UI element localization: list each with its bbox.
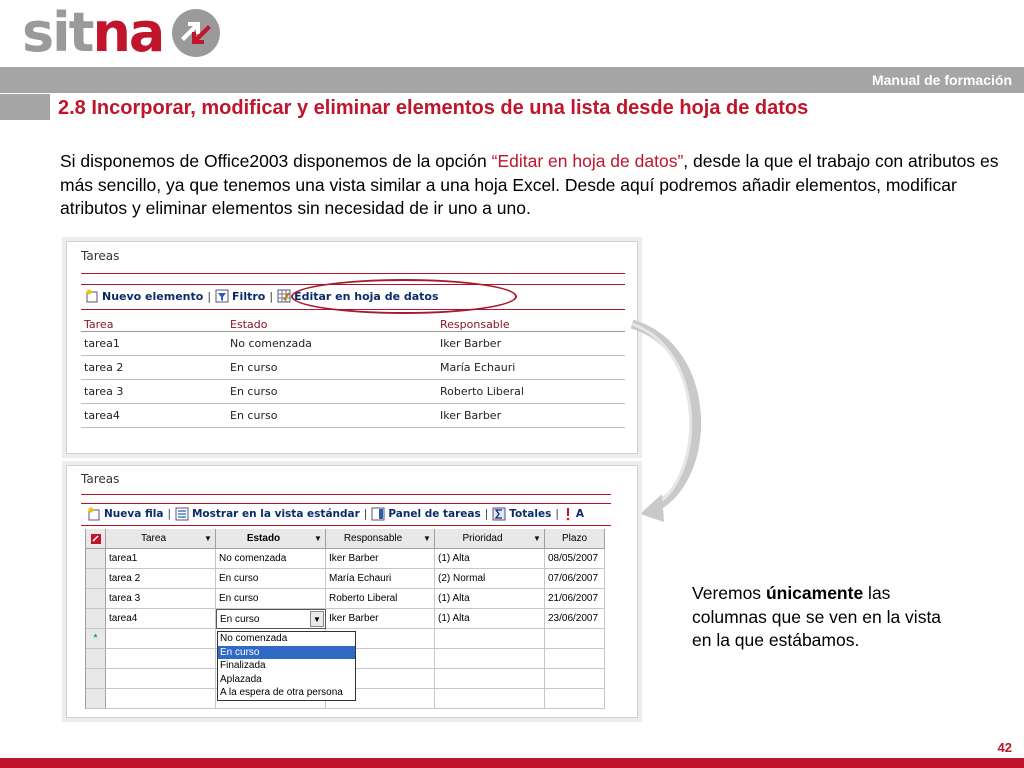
list-title: Tareas [81,249,120,263]
title-marker [0,94,50,120]
note-emphasis: únicamente [765,583,864,603]
cell-dropdown-icon[interactable]: ▼ [310,611,324,627]
cell-prioridad[interactable]: (1) Alta [435,589,545,609]
logo-text-sit: sit [22,1,93,64]
sum-icon [492,507,506,521]
column-header-tarea[interactable]: Tarea [84,318,114,331]
alert-icon [563,507,573,521]
task-name[interactable]: tarea4 [84,409,120,422]
empty-cell[interactable] [106,629,216,649]
empty-cell [545,689,605,709]
empty-cell [545,649,605,669]
row-selector [86,689,106,709]
filter-dropdown-icon[interactable]: ▼ [314,534,322,543]
list-item[interactable] [81,404,625,428]
column-header-prioridad[interactable] [435,529,545,549]
filter-dropdown-icon[interactable]: ▼ [423,534,431,543]
empty-cell [435,669,545,689]
more-toolbar-button[interactable] [563,507,584,521]
dropdown-option[interactable]: Aplazada [220,673,262,685]
new-row-icon [87,507,101,521]
totals-label: Totales [509,508,552,520]
page-title: 2.8 Incorporar, modificar y eliminar elementos de una lista desde hoja de datos [58,97,809,119]
logo-text-na: na [92,1,164,64]
grid-header-row [86,529,605,549]
toolbar-separator: | [269,289,274,303]
task-status: En curso [230,361,278,374]
footer-band [0,758,1024,768]
cell-plazo[interactable]: 07/06/2007 [545,569,605,589]
show-standard-view-label: Mostrar en la vista estándar [191,508,360,520]
table-row[interactable] [86,589,605,609]
toolbar-separator: | [484,508,489,520]
task-owner: María Echauri [440,361,516,374]
column-header-responsable[interactable] [326,529,435,549]
cell-plazo[interactable]: 23/06/2007 [545,609,605,629]
column-header-responsable[interactable]: Responsable [440,318,510,331]
note-paragraph [692,582,952,653]
note-text-before: Veremos [692,583,766,603]
note-text-after: las columnas que se ven en la vista en la que estábamos. [692,583,942,650]
new-row-marker[interactable]: * [86,629,106,649]
cell-responsable[interactable]: Roberto Liberal [326,589,435,609]
cell-prioridad[interactable]: (1) Alta [435,609,545,629]
cell-estado[interactable]: En curso [216,589,326,609]
task-owner: Roberto Liberal [440,385,524,398]
row-selector[interactable] [86,589,106,609]
empty-cell [435,649,545,669]
intro-text-after: , desde la que el trabajo con atributos es más sencillo, ya que tenemos una vista similar a una hoja Excel. Desde aquí podremos añadir elementos, modificar atributos y eliminar elementos sin necesidad de ir uno a uno. [60,151,999,218]
intro-text-before: Si disponemos de Office2003 disponemos de la opción [60,151,492,171]
table-row[interactable] [86,609,605,629]
cell-prioridad[interactable]: (2) Normal [435,569,545,589]
header-label: Manual de formación [871,72,1012,88]
toolbar-separator: | [555,508,559,520]
edit-datasheet-label: Editar en hoja de datos [294,289,439,303]
task-owner: Iker Barber [440,337,502,350]
toolbar-separator: | [207,289,212,303]
dropdown-option[interactable]: A la espera de otra persona [220,687,343,698]
cell-plazo[interactable]: 08/05/2007 [545,549,605,569]
standard-view-icon [175,507,189,521]
new-item-button[interactable] [85,289,203,303]
task-name[interactable]: tarea 2 [84,361,124,374]
list-item[interactable] [81,380,625,404]
dropdown-option[interactable]: No comenzada [220,633,288,644]
column-header-tarea-label: Tarea [140,533,166,544]
column-header-estado-label: Estado [246,533,281,544]
column-header-prioridad-label: Prioridad [462,533,503,544]
empty-cell [106,689,216,709]
row-selector [86,669,106,689]
new-row-label: Nueva fila [104,508,164,520]
row-selector[interactable] [86,569,106,589]
intro-quote: “Editar en hoja de datos” [491,151,684,171]
new-row-button[interactable] [87,507,163,521]
task-name[interactable]: tarea 3 [84,385,124,398]
task-status: En curso [230,385,278,398]
new-item-icon [85,289,99,303]
table-row[interactable] [86,569,605,589]
title-divider [81,494,611,495]
row-selector[interactable] [86,549,106,569]
show-standard-view-button[interactable] [175,507,360,521]
cell-responsable[interactable]: María Echauri [326,569,435,589]
task-pane-label: Panel de tareas [388,508,481,520]
filter-dropdown-icon[interactable]: ▼ [533,534,541,543]
logo-arrows-icon [171,8,221,58]
filter-icon [215,289,229,303]
new-item-label: Nuevo elemento [102,289,204,303]
table-row[interactable] [86,549,605,569]
totals-button[interactable] [492,507,551,521]
column-header-plazo-label: Plazo [561,533,587,544]
datasheet-icon [277,289,291,303]
list-item[interactable] [81,356,625,380]
empty-cell [435,689,545,709]
toolbar-separator: | [363,508,368,520]
header-band [0,67,1024,93]
standard-list [81,318,625,428]
row-selector [86,649,106,669]
intro-paragraph [60,150,1000,221]
filter-label: Filtro [232,289,266,303]
task-status: No comenzada [230,337,312,350]
empty-cell [545,669,605,689]
cell-responsable[interactable]: Iker Barber [326,609,435,629]
filter-button[interactable] [215,289,265,303]
title-divider [81,273,625,274]
sitna-logo [22,1,221,64]
empty-cell[interactable] [545,629,605,649]
column-header-estado[interactable] [216,529,326,549]
empty-cell [106,649,216,669]
highlight-ellipse [291,279,517,314]
task-name[interactable]: tarea1 [84,337,120,350]
page-number: 42 [997,740,1012,755]
cell-tarea[interactable]: tarea4 [106,609,216,629]
cell-estado-editing[interactable] [216,609,326,629]
column-header-responsable-label: Responsable [343,533,403,544]
datasheet-toolbar [87,507,584,521]
column-header-estado[interactable]: Estado [230,318,268,331]
cell-plazo[interactable]: 21/06/2007 [545,589,605,609]
cell-estado[interactable]: No comenzada [216,549,326,569]
select-all-corner[interactable] [86,529,106,549]
filter-dropdown-icon[interactable]: ▼ [204,534,212,543]
column-header-plazo[interactable] [545,529,605,549]
cell-tarea[interactable]: tarea 3 [106,589,216,609]
task-owner: Iker Barber [440,409,502,422]
datasheet-view-screenshot [66,465,638,718]
standard-view-screenshot [66,241,638,454]
empty-cell[interactable] [435,629,545,649]
cell-responsable[interactable]: Iker Barber [326,549,435,569]
cell-tarea[interactable]: tarea 2 [106,569,216,589]
task-pane-button[interactable] [371,507,480,521]
toolbar-top-border [81,503,611,504]
dropdown-option[interactable]: Finalizada [220,660,266,671]
toolbar-separator: | [167,508,171,520]
cell-estado[interactable]: En curso [216,569,326,589]
cell-prioridad[interactable]: (1) Alta [435,549,545,569]
estado-options-dropdown[interactable] [217,631,356,701]
datasheet-corner-icon [90,533,102,545]
column-header-tarea[interactable] [106,529,216,549]
task-pane-icon [371,507,385,521]
list-item[interactable] [81,332,625,356]
more-toolbar-label: A [575,508,585,520]
dropdown-option-selected[interactable]: En curso [218,646,355,660]
toolbar-bottom-border [81,525,611,526]
cell-estado-value: En curso [220,614,260,625]
empty-cell [106,669,216,689]
list-title: Tareas [81,472,120,486]
task-status: En curso [230,409,278,422]
list-header-row [81,318,625,332]
cell-tarea[interactable]: tarea1 [106,549,216,569]
row-selector[interactable] [86,609,106,629]
